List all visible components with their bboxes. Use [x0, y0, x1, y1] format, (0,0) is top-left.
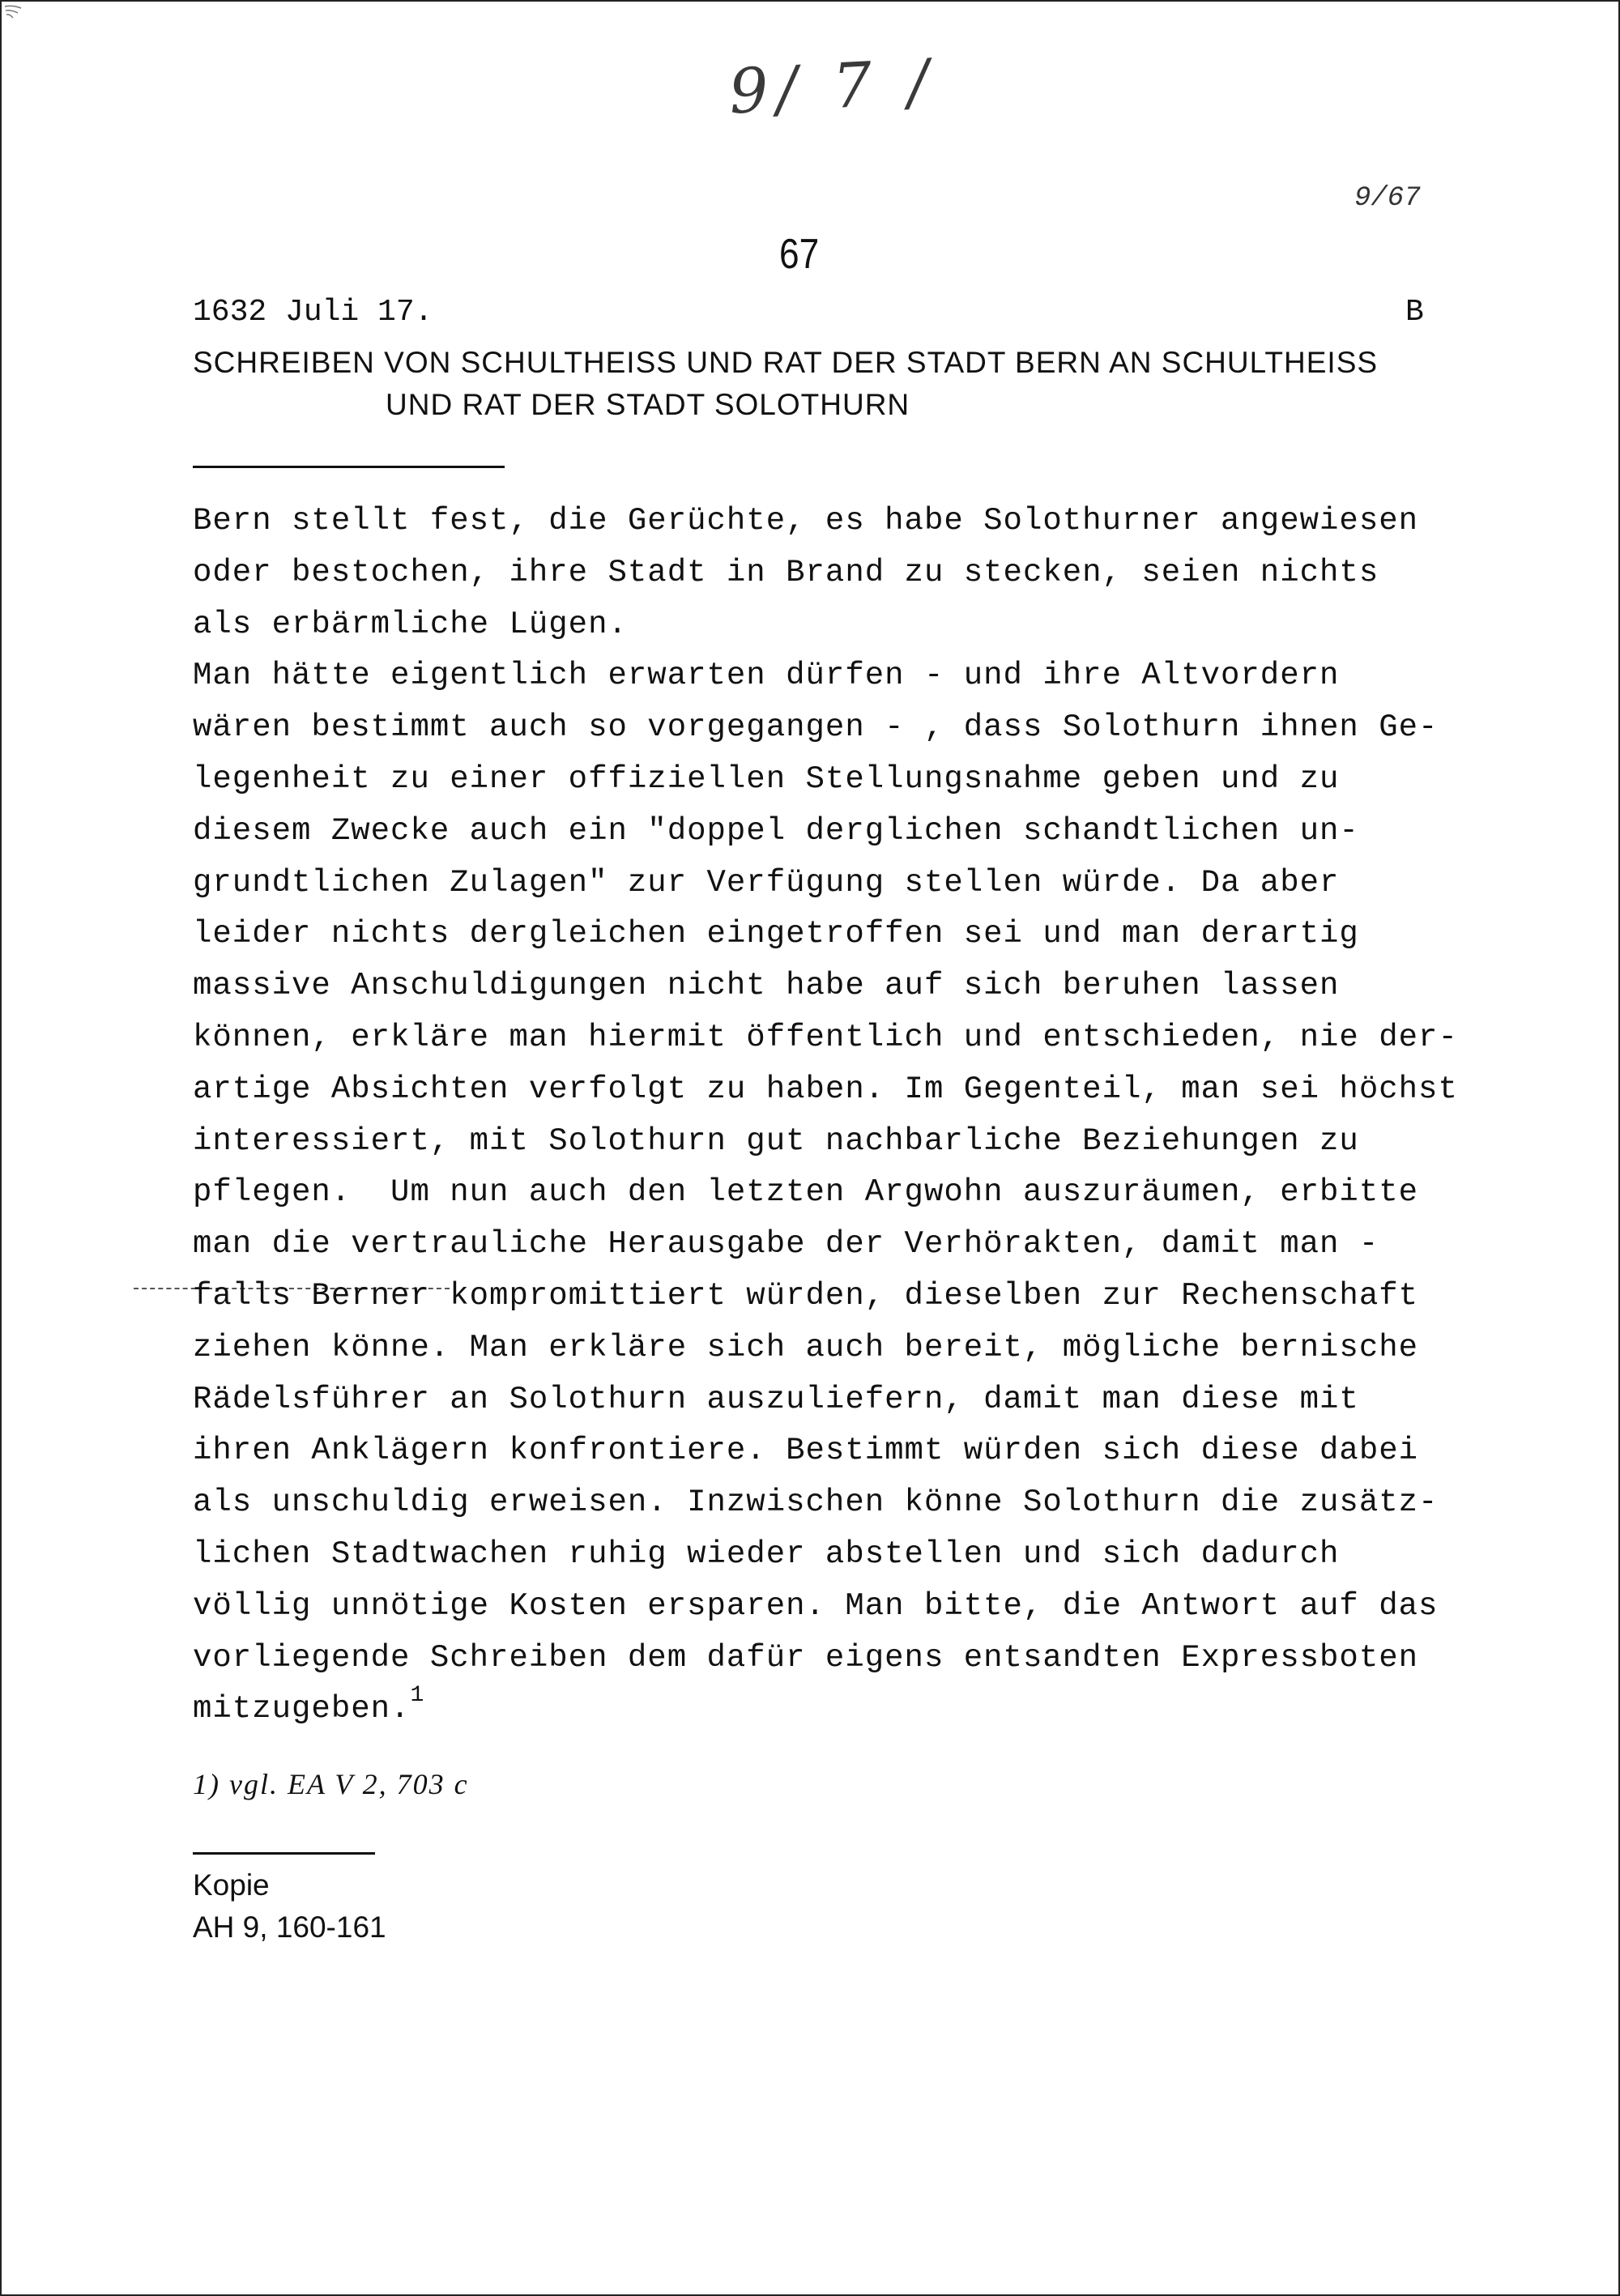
body-line: ihren Anklägern konfrontiere. Bestimmt würden sich diese dabei	[193, 1433, 1419, 1469]
body-line: können, erkläre man hiermit öffentlich und entschieden, nie der-	[193, 1019, 1458, 1055]
body-line: mitzugeben.	[193, 1691, 411, 1727]
handwritten-note: 9/ 7 /	[727, 45, 939, 128]
body-last-line	[193, 1684, 1456, 1736]
body-line: als erbärmliche Lügen.	[193, 606, 628, 642]
body-line: pflegen. Um nun auch den letzten Argwohn auszuräumen, erbitte	[193, 1174, 1419, 1211]
title-divider	[193, 466, 505, 468]
title-line-2: UND RAT DER STADT SOLOTHURN	[386, 388, 910, 421]
body-line: Man hätte eigentlich erwarten dürfen - und ihre Altvordern	[193, 658, 1340, 694]
document-code: B	[1405, 295, 1424, 330]
source-note	[193, 1864, 386, 1949]
body-line: legenheit zu einer offiziellen Stellungsnahme geben und zu	[193, 760, 1340, 797]
source-reference: AH 9, 160-161	[193, 1910, 386, 1944]
footnote-marker: 1	[410, 1683, 425, 1709]
body-line: Bern stellt fest, die Gerüchte, es habe Solothurner angewiesen	[193, 503, 1419, 539]
body-line: völlig unnötige Kosten ersparen. Man bitte, die Antwort auf das	[193, 1587, 1439, 1624]
body-line: Rädelsführer an Solothurn auszuliefern, damit man diese mit	[193, 1381, 1359, 1417]
document-title	[193, 342, 1378, 426]
scan-corner-mark	[3, 3, 36, 26]
title-line-1: SCHREIBEN VON SCHULTHEISS UND RAT DER STADT BERN AN SCHULTHEISS	[193, 346, 1379, 379]
body-line: vorliegende Schreiben dem dafür eigens entsandten Expressboten	[193, 1639, 1419, 1676]
body-line: diesem Zwecke auch ein "doppel derglichen schandtlichen un-	[193, 812, 1359, 849]
body-line: ziehen könne. Man erkläre sich auch bereit, mögliche bernische	[193, 1329, 1419, 1365]
body-text	[193, 496, 1456, 1736]
document-number: 67	[779, 231, 820, 278]
body-line: interessiert, mit Solothurn gut nachbarliche Beziehungen zu	[193, 1122, 1359, 1159]
body-line: als unschuldig erweisen. Inzwischen könne Solothurn die zusätz-	[193, 1485, 1439, 1521]
document-date: 1632 Juli 17.	[193, 295, 433, 330]
footnote: 1) vgl. EA V 2, 703 c	[193, 1768, 469, 1800]
footer-divider	[193, 1852, 375, 1855]
body-line: leider nichts dergleichen eingetroffen sei und man derartig	[193, 916, 1359, 952]
body-line: man die vertrauliche Herausgabe der Verhörakten, damit man -	[193, 1226, 1379, 1263]
archive-reference: 9/67	[1354, 183, 1421, 214]
body-line: grundtlichen Zulagen" zur Verfügung stellen würde. Da aber	[193, 864, 1340, 901]
source-type: Kopie	[193, 1868, 270, 1902]
body-line: artige Absichten verfolgt zu haben. Im Gegenteil, man sei höchst	[193, 1071, 1458, 1107]
body-line: massive Anschuldigungen nicht habe auf sich beruhen lassen	[193, 968, 1340, 1004]
body-line: lichen Stadtwachen ruhig wieder abstellen und sich dadurch	[193, 1536, 1340, 1572]
body-line: wären bestimmt auch so vorgegangen - , dass Solothurn ihnen Ge-	[193, 709, 1439, 746]
body-line: oder bestochen, ihre Stadt in Brand zu stecken, seien nichts	[193, 554, 1379, 590]
body-line: falls Berner kompromittiert würden, dieselben zur Rechenschaft	[193, 1277, 1419, 1314]
